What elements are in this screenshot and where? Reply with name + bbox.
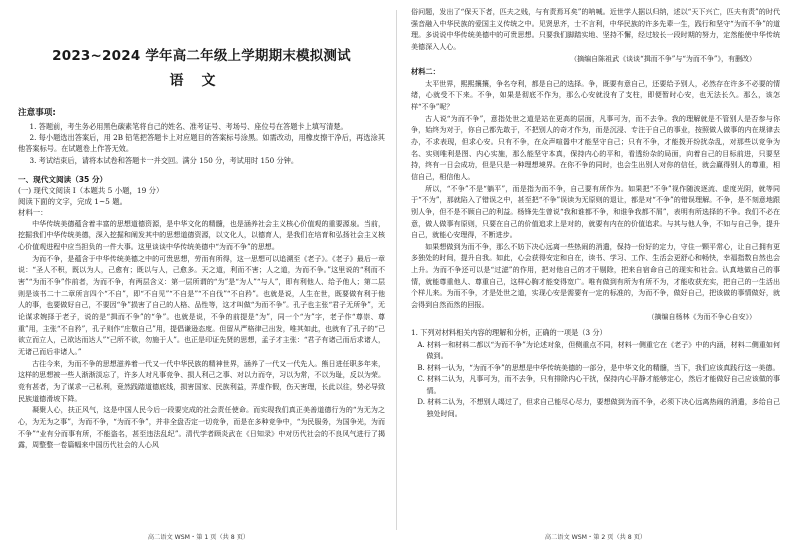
material-1-paragraph-3: 古往今来，为而不争的思想滋养着一代又一代中华民族的精神世界，涵养了一代又一代先人。熊日进任职多年来，这样的思想被一些人渐渐淡忘了，许多人对凡事竞争、损人利己之事、对以力而夺，习以为常，不以为耻，反以为荣。竞有甚者，为了谋求一己私利，竟然践踏道德底线，损害国家、民族利益，弄虚作假，伤天害理，长此以往，势必导致民族道德滑坡下降。 bbox=[18, 358, 385, 403]
notice-item-2: 2. 每小题选出答案后，用 2B 铅笔把答题卡上对应题目的答案标号涂黑。如需改动，用橡皮擦干净后，再选涂其他答案标号。在试题卷上作答无效。 bbox=[18, 133, 385, 154]
section-heading: 一、现代文阅读（35 分） bbox=[18, 174, 108, 184]
subsection-heading: (一) 现代文阅读 I（本题共 5 小题，19 分） bbox=[18, 185, 164, 195]
question-1-option-a: A. 材料一和材料二都以“为而不争”为论述对象，但侧重点不同，材料一侧重它在《老子》中的内涵，材料二侧重如何做到。 bbox=[417, 339, 780, 361]
material-1-paragraph-4: 凝聚人心，扶正风气，这是中国人民今后一段要完成的社会责任使命。而实现我们真正美善道德行为的“为无为之心，为无为之事”，为而不争，“为而不争”，并非全盘否定一切竞争，而是在多种竞争中，“为民服务，为国争光，为而不争”“业有分而事有所，不能盗名，甚至违法乱纪”。清代学者顾炎武在《日知录》中对历代社会的不良风气进行了揭露，周整整一卷篇幅来中国历代社会的人心风 bbox=[18, 405, 385, 450]
exam-subject: 语文 bbox=[169, 73, 234, 89]
material-1-source: （摘编自陈祖武《谈谈“揖而不争”与“为而不争”》，有删改） bbox=[570, 54, 756, 63]
question-1-option-c: C. 材料二认为，凡事可为，而不去争，只有排除内心干扰，保持内心平静才能够定心，然后才能做好自己应该做的事情。 bbox=[417, 374, 780, 395]
material-1-paragraph-2: 为而不争，是蕴含于中华传统美德之中的可贵思想，劳而有所得，这一思想可以追溯至《老子》。《老子》最后一章说：“圣人不积，既以为人，己愈有；既以与人，己愈多。天之道，利而不害；人之道，为而不争。”这里说的“利而不害”“为而不争”作前者，为而不争，有两层含义：第一层所谓的“为”是“为人”“与人”，即有利他人、给予他人；第二层则是该书二十二章所言四个“不自”，即“不自见”“不自是”“不自伐”“不自矜”。也就是说，人生在世，既要做有利于他人的事，也要做好自己，不要因“争”损害了自己的人格、品性等，这才叫做“为而不争”。孔子也主张“君子无所争”，无论谋求婉择于老子，说的是“揖而不争”的“争”。也就是说，不争的前提是“为”，同一个“为”字，老子作“尊崇、尊重”用，主张“不自矜”，孔子则作“庄敬自己”用，提倡谦逊态度。但留从严格律己出发，唯其如此，也就有了孔子的“己欲立而立人，己欲达而达人”“己所不欲，勿施于人”。也正是印证先贤的思想，孟子才主张：“君子有诸己而后求诸人，无诸己而后非诸人。” bbox=[18, 253, 385, 357]
material-1-label: 材料一： bbox=[18, 207, 48, 217]
exam-title: 2023~2024 学年高二年级上学期期末模拟测试 bbox=[52, 48, 351, 64]
material-1-paragraph-1: 中华传统美德蕴含着丰富的思想道德资源，是中华文化的精髓，也是涵养社会主义核心价值观的重要源泉。当前，挖掘我们中华传统美德，深入挖掘和阐发其中的思想道德资源，以文化人，以德育人，是我们在培育和弘扬社会主义核心价值观进程中应当担负的一件大事。这里谈谈中华传统美德中“为而不争”的思想。 bbox=[18, 218, 385, 252]
material-2-paragraph-3: 所以，“不争”不是“躺平”，而是指为而不争，自己要有所作为。如果把“不争”视作随波逐流、虚度光阴，就等同于“不为”，那就陷入了错误之中，甚至把“不争”误读为无原则的退让，都是对“不争”的错误理解。不争，是不刻意地跟别人争，但不是不顾自己的利益。杨锋先生曾说“我和谁都不争，和谁争我都不屑”，表明有所选择的不争。我们不必在意，做人做事有原则，只要在自己的价值追求上是对的，就要有内在的价值追求。与其与他人争，不如与自己争，提升自己，就能心安理得，不断进步。 bbox=[411, 183, 780, 240]
reading-instruction: 阅读下面的文字，完成 1~5 题。 bbox=[18, 196, 127, 206]
material-1-continuation: 俗问题，发出了“保天下者，匹夫之贱，与有责焉耳矣”的呐喊。近世学人据以归纳，述以“天下兴亡，匹夫有责”的时代强音融入中华民族的爱国主义传统之中。见贤思齐，士不言利，中华民族的许多先辈一生，践行和坚守“为而不争”的道理。多说说中华传统美德中的可贵思想。只要我们脚踏实地、坚持不懈，经过较长一段时期的努力，定然能使中华传统美德深入人心。 bbox=[411, 7, 780, 51]
material-2-label: 材料二： bbox=[411, 67, 440, 77]
notice-heading: 注意事项: bbox=[18, 108, 56, 118]
material-2-paragraph-2: 古人说“为而不争”，意指处世之道是站在更高的层面，凡事可为，而不去争。我的理解就是不管别人是否参与你争，始终为对于，你自己都先敢于，不把别人的奇才作为，而是沉浸、专注于自己的事业，按照做人做事的内在规律去办，不求表现，但求心安。只有不争，在众声喧嚣中才能坚守自己；只有不争，才能拨开纷扰杂乱，对那些以竞争为名、实则唯利是图、内心实施，那么能坚守本真，保持内心的平和，看透纷杂的局面，向着自己的目标前进，只要坚持，终有一日会成功，但是只是一种理想境界。在你不争的同时，也会生出别人对你的信任，就会赢得别人的尊重，相信自己，相信他人。 bbox=[411, 113, 780, 181]
material-2-paragraph-4: 如果想做到为而不争，那么不妨下决心远离一些热闹的消遣，保持一份好的定力，守住一颗平常心，让自己拥有更多独处的时间，提升自我。如此，心会获得安定和自在，读书、学习、工作、生活会更舒心和畅快，幸福指数自然也会上升。为而不争还可以是“过滤”的作用，把对他自己的才干剔除，把来自宿命自己的现实和社会。认真地做自己的事情，就能尊重他人、尊重自己，这样心胸才能变得宽广。唯有做到有所为有所不为，才能收获充实，把自己的一生活出个样儿来。为而不争，才是处世之道，实现心安是需要有一定的标准的，为而不争，做好自己，把该做的事情做好，就会得到自然而然的回报。 bbox=[411, 241, 780, 310]
exam-page-right bbox=[397, 0, 794, 546]
page-footer-left: 高二语文 WSM・第 1 页（共 8 页） bbox=[147, 534, 250, 541]
notice-item-1: 1. 答题前，考生务必用黑色碳素笔将自己的姓名、准考证号、考场号、座位号在答题卡上填写清楚。 bbox=[29, 122, 348, 131]
question-1-option-b: B. 材料一认为，“为而不争”的思想是中华传统美德的一部分，是中华文化的精髓，当下，我们应该真践行这一美德。 bbox=[417, 362, 780, 372]
material-2-paragraph-1: 太平世界，熙熙攘攘，争名夺利，都是自己的选择。争，既要有意自己，还要给予别人，必然存在许多不必要的情绪，心就受不下来。不争，如果是彻底不作为，那么心安就没有了支柱，即便暂时心安，也无法长久。那么，该怎样“不争”呢？ bbox=[411, 78, 780, 111]
question-1-stem: 1. 下列对材料相关内容的理解和分析，正确的一项是（3 分） bbox=[411, 328, 607, 338]
page-footer-right: 高二语文 WSM・第 2 页（共 8 页） bbox=[544, 534, 647, 541]
question-1-option-d: D. 材料二认为，不想别人竭过了，但求自己能尽心尽力，要想做到为而不争，必须下决心远离热闹的消遣，多给自己独处时间。 bbox=[417, 397, 780, 418]
material-2-source: （摘编自杨林《为而不争心自安》） bbox=[647, 312, 756, 321]
notice-item-3: 3. 考试结束后，请将本试卷和答题卡一并交回。满分 150 分，考试用时 150 分钟。 bbox=[29, 155, 299, 165]
